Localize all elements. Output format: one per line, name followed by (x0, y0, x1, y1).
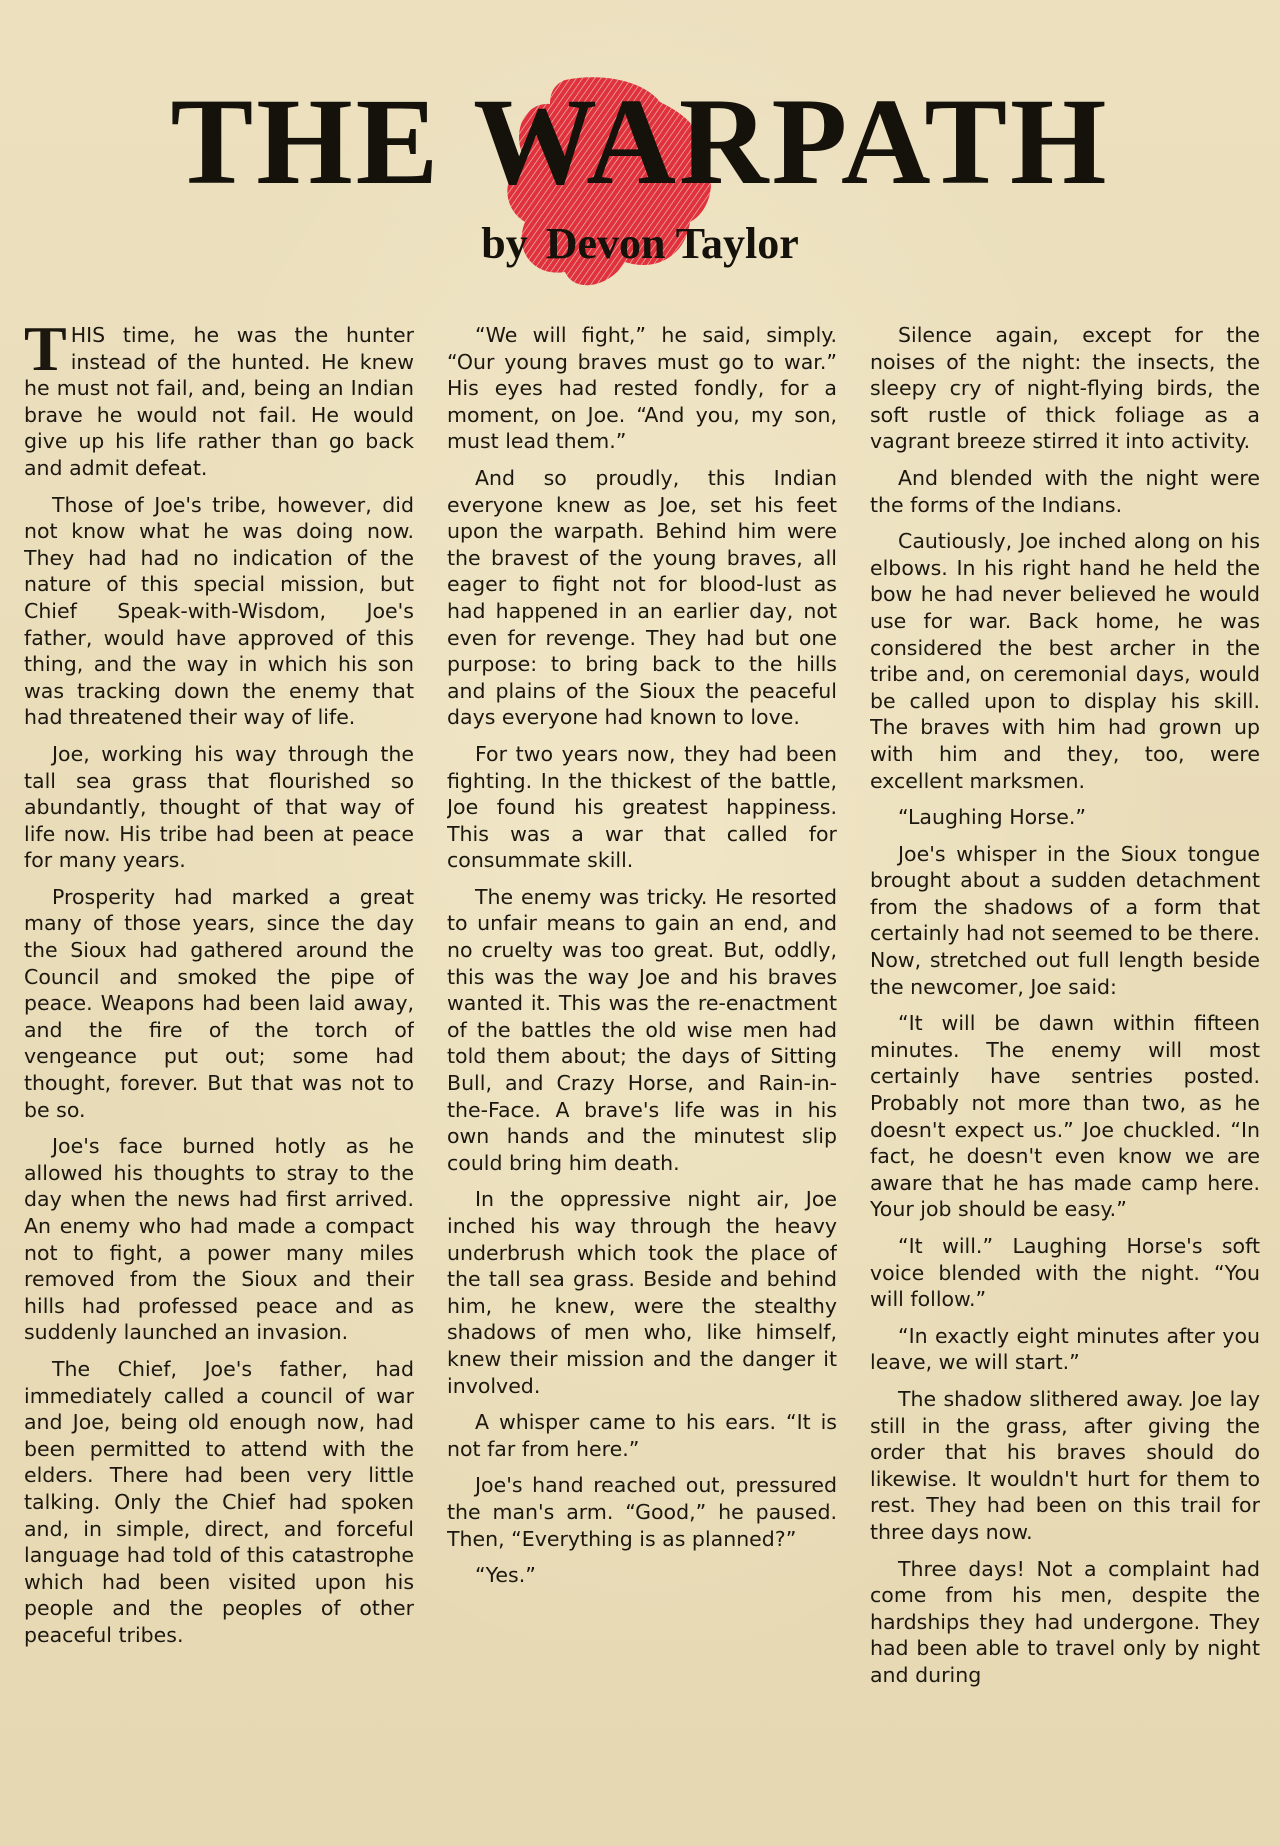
column-1 (24, 322, 414, 1822)
paragraph: Prosperity had marked a great many of those years, since the day the Sioux had gathered around the Council and smoked the pipe of peace. Weapons had been laid away, and the fire of the torch of vengeance put out; some had thought, forever. But that was not to be so. (24, 884, 414, 1122)
paragraph-text: HIS time, he was the hunter instead of the hunted. He knew he must not fail, and, being an Indian brave he would not fail. He would give up his life rather than go back and admit defeat. (24, 323, 414, 480)
paragraph: Those of Joe's tribe, however, did not know what he was doing now. They had had no indication of the nature of this special mission, but Chief Speak-with-Wisdom, Joe's father, would have approved of this thing, and the way in which his son was tracking down the enemy that had threatened their way of life. (24, 492, 414, 730)
paragraph: Silence again, except for the noises of the night: the insects, the sleepy cry of night-flying birds, the soft rustle of thick foliage as a vagrant breeze stirred it into activity. (870, 323, 1260, 454)
paragraph: Cautiously, Joe inched along on his elbows. In his right hand he held the bow he had never believed he would use for war. Back home, he was considered the best archer in the tribe and, on ceremonial days, would be called upon to display his skill. The braves with him had grown up with him and they, too, were excellent marksmen. (870, 529, 1260, 793)
paragraph: “Laughing Horse.” (898, 805, 1087, 830)
paragraph (24, 322, 414, 482)
paragraph: A whisper came to his ears. “It is not far from here.” (447, 1410, 837, 1461)
paragraph: Joe's hand reached out, pressured the man's arm. “Good,” he paused. Then, “Everything is as planned?” (447, 1473, 837, 1551)
article-title: THE WARPATH (170, 73, 1110, 210)
paragraph: And so proudly, this Indian everyone knew as Joe, set his feet upon the warpath. Behind him were the bravest of the young braves, all eager to fight not for blood-lust as had happened in an earlier day, not even for revenge. They had but one purpose: to bring back to the hills and plains of the Sioux the peaceful days everyone had known to love. (447, 465, 837, 730)
paragraph: And blended with the night were the forms of the Indians. (870, 465, 1260, 517)
column-2 (447, 322, 837, 1822)
paragraph: Joe's face burned hotly as he allowed his thoughts to stray to the day when the news had first arrived. An enemy who had made a compact not to fight, a power many miles removed from the Sioux and their hills had professed peace and as suddenly launched an invasion. (24, 1134, 414, 1345)
paragraph: The enemy was tricky. He resorted to unfair means to gain an end, and no cruelty was too great. But, oddly, this was the way Joe and his braves wanted it. This was the re-enactment of the battles the old wise men had told them about; the days of Sitting Bull, and Crazy Horse, and Rain-in-the-Face. A brave's life was in his own hands and the minutest slip could bring him death. (447, 884, 837, 1175)
paragraph: Joe's whisper in the Sioux tongue brought about a sudden detachment from the shadows of a form that certainly had not seemed to be there. Now, stretched out full length beside the newcomer, Joe said: (870, 841, 1260, 999)
paragraph: Joe, working his way through the tall sea grass that flourished so abundantly, thought of that way of life now. His tribe had been at peace for many years. (24, 741, 414, 873)
byline-author: Devon Taylor (545, 219, 799, 268)
paragraph: Three days! Not a complaint had come from his men, despite the hardships they had undergone. They had been able to travel only by night and during (870, 1556, 1260, 1687)
paragraph: “We will fight,” he said, simply. “Our young braves must go to war.” His eyes had rested fondly, for a moment, on Joe. “And you, my son, must lead them.” (447, 323, 837, 454)
paragraph: For two years now, they had been fighting. In the thickest of the battle, Joe found his greatest happiness. This was a war that called for consummate skill. (447, 741, 837, 873)
paragraph: “It will.” Laughing Horse's soft voice blended with the night. “You will follow.” (870, 1234, 1260, 1312)
paragraph: “Yes.” (475, 1563, 536, 1588)
byline (0, 219, 1280, 268)
paragraph: The Chief, Joe's father, had immediately called a council of war and Joe, being old enough now, had been permitted to attend with the elders. There had been very little talking. Only the Chief had spoken and, in simple, direct, and forceful language had told of this catastrophe which had been visited upon his people and the peoples of other peaceful tribes. (24, 1356, 414, 1647)
column-3 (870, 322, 1260, 1822)
drop-cap: T (24, 322, 67, 384)
paragraph: In the oppressive night air, Joe inched his way through the heavy underbrush which took the place of the tall sea grass. Beside and behind him, he knew, were the stealthy shadows of men who, like himself, knew their mission and the danger it involved. (447, 1187, 837, 1398)
byline-by: by (481, 219, 528, 268)
paragraph: The shadow slithered away. Joe lay still in the grass, after giving the order that his braves should do likewise. It wouldn't hurt for them to rest. They had been on this trail for three days now. (870, 1386, 1260, 1544)
paragraph: “It will be dawn within fifteen minutes. The enemy will most certainly have sentries posted. Probably not more than two, as he doesn't expect us.” Joe chuckled. “In fact, he doesn't even know we are aware that he has made camp here. Your job should be easy.” (870, 1011, 1260, 1222)
paragraph: “In exactly eight minutes after you leave, we will start.” (870, 1323, 1260, 1375)
article-columns (24, 322, 1260, 1822)
